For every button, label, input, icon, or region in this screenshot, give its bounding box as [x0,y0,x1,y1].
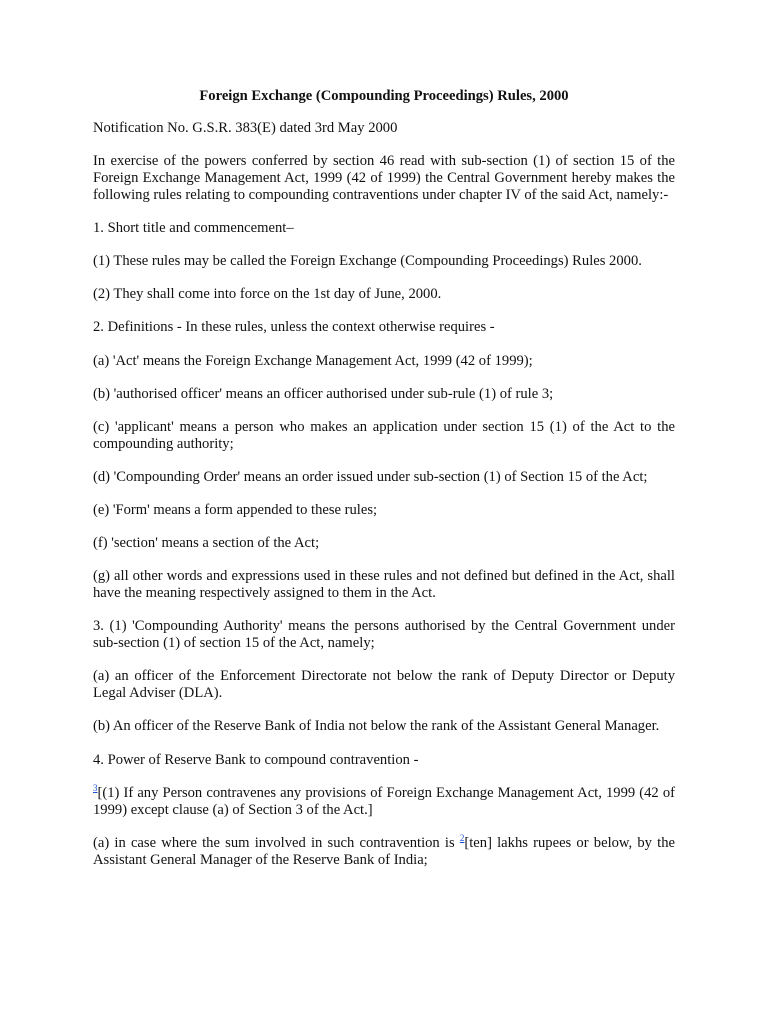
document-title: Foreign Exchange (Compounding Proceedings) Rules, 2000 [199,88,569,104]
definition-b: (b) 'authorised officer' means an officer authorised under sub-rule (1) of rule 3; [93,385,554,402]
footnote-link-2[interactable]: 2 [459,832,465,843]
rule-4-a-paragraph [93,832,675,869]
definition-f: (f) 'section' means a section of the Act; [93,535,320,552]
rule-4-heading: 4. Power of Reserve Bank to compound contravention - [93,751,419,768]
notification-line: Notification No. G.S.R. 383(E) dated 3rd May 2000 [93,119,398,136]
definition-c: (c) 'applicant' means a person who makes an application under section 15 (1) of the Act to the compounding authority; [93,418,675,452]
definition-a: (a) 'Act' means the Foreign Exchange Management Act, 1999 (42 of 1999); [93,352,533,369]
rule-1-heading: 1. Short title and commencement– [93,219,294,236]
rule-3-b-paragraph: (b) An officer of the Reserve Bank of India not below the rank of the Assistant General Manager. [93,718,660,735]
preamble-paragraph: In exercise of the powers conferred by section 46 read with sub-section (1) of section 15 of the Foreign Exchange Management Act, 1999 (42 of 1999) the Central Government hereby makes the following rules relating to compounding contraventions under chapter IV of the said Act, namely:- [93,152,675,203]
rule-3-a-paragraph: (a) an officer of the Enforcement Directorate not below the rank of Deputy Director or Deputy Legal Adviser (DLA). [93,668,675,702]
rule-4-a-text-start: (a) in case where the sum involved in such contravention is [93,834,460,851]
definition-g: (g) all other words and expressions used in these rules and not defined but defined in the Act, shall have the meaning respectively assigned to them in the Act. [93,568,675,602]
footnote-link-3[interactable]: 3 [93,782,98,793]
rule-1-1-paragraph: (1) These rules may be called the Foreign Exchange (Compounding Proceedings) Rules 2000. [93,252,642,269]
document-body [93,88,675,885]
rule-4-1-text: [(1) If any Person contravenes any provisions of Foreign Exchange Management Act, 1999 (42 of 1999) except clause (a) of Section 3 of the Act.] [93,784,675,818]
rule-4-a-text-end: [ten] lakhs rupees or below, by the Assistant General Manager of the Reserve Bank of India; [93,834,675,868]
definition-e: (e) 'Form' means a form appended to these rules; [93,502,378,519]
rule-3-1-paragraph: 3. (1) 'Compounding Authority' means the persons authorised by the Central Government under sub-section (1) of section 15 of the Act, namely; [93,618,675,652]
definition-d: (d) 'Compounding Order' means an order issued under sub-section (1) of Section 15 of the Act; [93,468,648,485]
rule-1-2-paragraph: (2) They shall come into force on the 1st day of June, 2000. [93,286,442,303]
rule-2-heading: 2. Definitions - In these rules, unless the context otherwise requires - [93,319,495,336]
rule-4-1-paragraph [93,782,675,819]
